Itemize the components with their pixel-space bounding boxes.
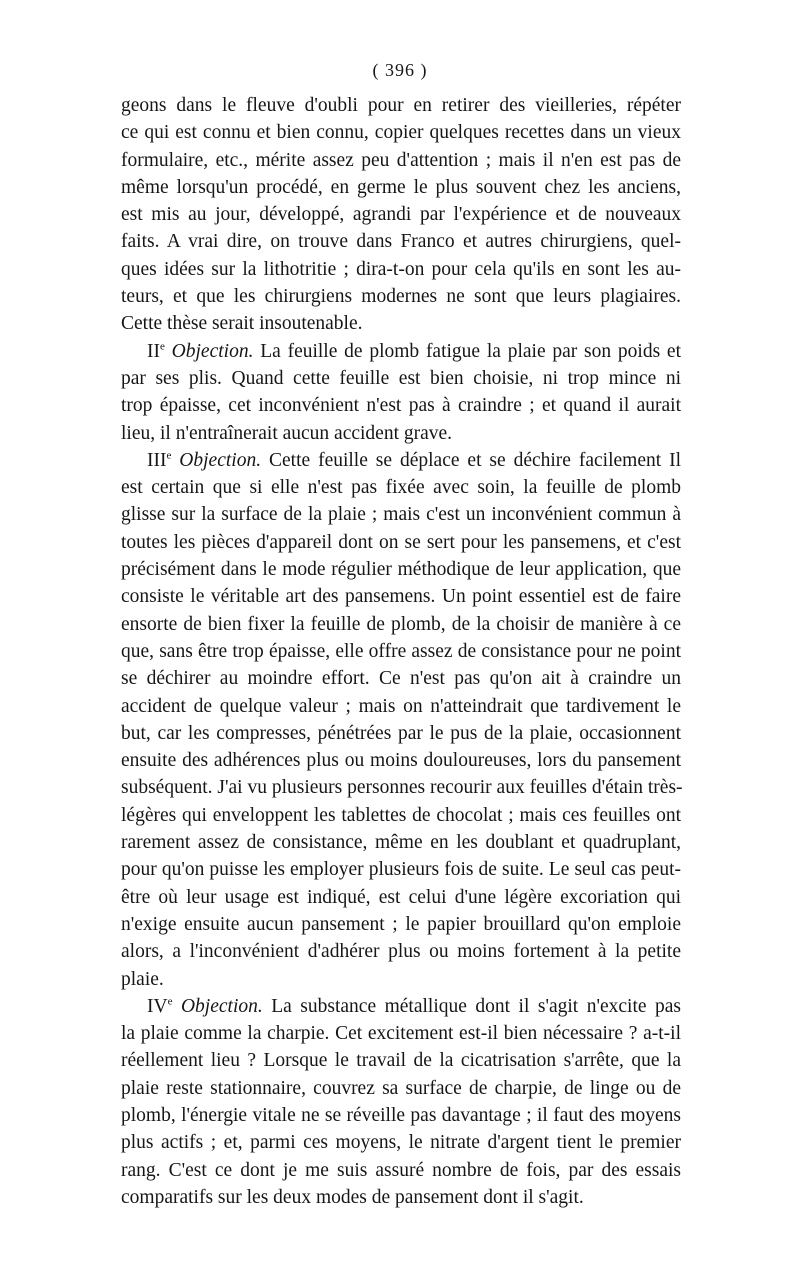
text-segment: La substance métallique dont il s'agit n'excite pas — [271, 995, 682, 1017]
text-line: ques idées sur la lithotritie ; dira-t-on pour cela qu'ils en sont les au- — [121, 258, 681, 280]
text-line: plaie. — [121, 968, 164, 990]
text-line: ensorte de bien fixer la feuille de plomb, de la choisir de manière à ce — [121, 613, 681, 635]
objection-label: Objection. — [180, 995, 263, 1017]
page-number: ( 396 ) — [372, 60, 428, 80]
text-segment: La feuille de plomb fatigue la plaie par son poids et — [260, 340, 682, 362]
text-line: geons dans le fleuve d'oubli pour en retirer des vieilleries, répéter — [121, 95, 681, 116]
objection-numeral: III — [147, 449, 167, 471]
paragraph-continuation — [121, 92, 681, 338]
text-line: est certain que si elle n'est pas fixée avec soin, la feuille de plomb — [121, 477, 681, 499]
text-line: se déchirer au moindre effort. Ce n'est pas qu'on ait à craindre un — [121, 668, 681, 690]
text-line: comparatifs sur les deux modes de pansement dont il s'agit. — [121, 1186, 584, 1208]
paragraph-objection-4 — [121, 993, 681, 1211]
text-line: est mis au jour, développé, agrandi par l'expérience et de nouveaux — [121, 204, 681, 226]
text-line: formulaire, etc., mérite assez peu d'attention ; mais il n'en est pas de — [121, 149, 681, 171]
text-line: teurs, et que les chirurgiens modernes ne sont que leurs plagiaires. — [121, 286, 681, 308]
text-line: consiste le véritable art des pansemens. Un point essentiel est de faire — [121, 586, 681, 608]
text-line: accident de quelque valeur ; mais on n'atteindrait que tardivement le — [121, 695, 681, 717]
text-line — [121, 993, 681, 1020]
text-line: que, sans être trop épaisse, elle offre assez de consistance pour ne point — [121, 640, 681, 662]
objection-ordinal: e — [166, 449, 172, 462]
text-line — [121, 447, 681, 474]
text-line — [121, 338, 681, 365]
text-line: par ses plis. Quand cette feuille est bien choisie, ni trop mince ni — [121, 367, 681, 389]
body-text — [121, 92, 681, 1211]
text-line: rang. C'est ce dont je me suis assuré nombre de fois, par des essais — [121, 1159, 681, 1181]
paragraph-objection-2 — [121, 338, 681, 447]
text-line: la plaie comme la charpie. Cet excitement est-il bien nécessaire ? a-t-il — [121, 1023, 681, 1045]
text-line: même lorsqu'un procédé, en germe le plus souvent chez les anciens, — [121, 176, 681, 198]
objection-numeral: IV — [147, 995, 168, 1017]
objection-numeral: II — [147, 340, 160, 362]
text-segment: Cette feuille se déplace et se déchire facilement Il — [269, 449, 681, 471]
text-line: alors, a l'inconvénient d'adhérer plus ou moins fortement à la petite — [121, 941, 681, 963]
text-line: précisément dans le mode régulier méthodique de leur application, que — [121, 559, 681, 581]
text-line: Cette thèse serait insoutenable. — [121, 313, 363, 335]
text-line: toutes les pièces d'appareil dont on se sert pour les pansemens, et c'est — [121, 531, 681, 553]
objection-ordinal: e — [160, 340, 165, 353]
objection-label: Objection. — [179, 449, 262, 471]
text-line: faits. A vrai dire, on trouve dans Franco et autres chirurgiens, quel- — [121, 231, 681, 253]
paragraph-objection-3 — [121, 447, 681, 993]
text-line: n'exige ensuite aucun pansement ; le papier brouillard qu'on emploie — [121, 913, 681, 935]
text-line: subséquent. J'ai vu plusieurs personnes recourir aux feuilles d'étain très- — [121, 777, 683, 799]
text-line: pour qu'on puisse les employer plusieurs fois de suite. Le seul cas peut- — [121, 859, 681, 881]
text-line: but, car les compresses, pénétrées par le pus de la plaie, occasionnent — [121, 722, 681, 744]
text-line: glisse sur la surface de la plaie ; mais c'est un inconvénient commun à — [121, 504, 681, 526]
text-line: réellement lieu ? Lorsque le travail de la cicatrisation s'arrête, que la — [121, 1050, 681, 1072]
text-line: rarement assez de consistance, même en les doublant et quadruplant, — [121, 832, 681, 854]
text-line: plomb, l'énergie vitale ne se réveille pas davantage ; il faut des moyens — [121, 1104, 681, 1126]
text-line: légères qui enveloppent les tablettes de chocolat ; mais ces feuilles ont — [121, 804, 681, 826]
text-line: ensuite des adhérences plus ou moins douloureuses, lors du pansement — [121, 750, 681, 772]
text-line: plus actifs ; et, parmi ces moyens, le nitrate d'argent tient le premier — [121, 1132, 681, 1154]
text-line: trop épaisse, cet inconvénient n'est pas à craindre ; et quand il aurait — [121, 395, 681, 417]
objection-ordinal: e — [167, 995, 173, 1008]
text-line: lieu, il n'entraînerait aucun accident grave. — [121, 422, 453, 444]
objection-label: Objection. — [171, 340, 254, 362]
text-line: plaie reste stationnaire, couvrez sa surface de charpie, de linge ou de — [121, 1077, 681, 1099]
text-line: ce qui est connu et bien connu, copier quelques recettes dans un vieux — [121, 122, 681, 144]
text-line: être où leur usage est indiqué, est celui d'une légère excoriation qui — [121, 886, 681, 908]
